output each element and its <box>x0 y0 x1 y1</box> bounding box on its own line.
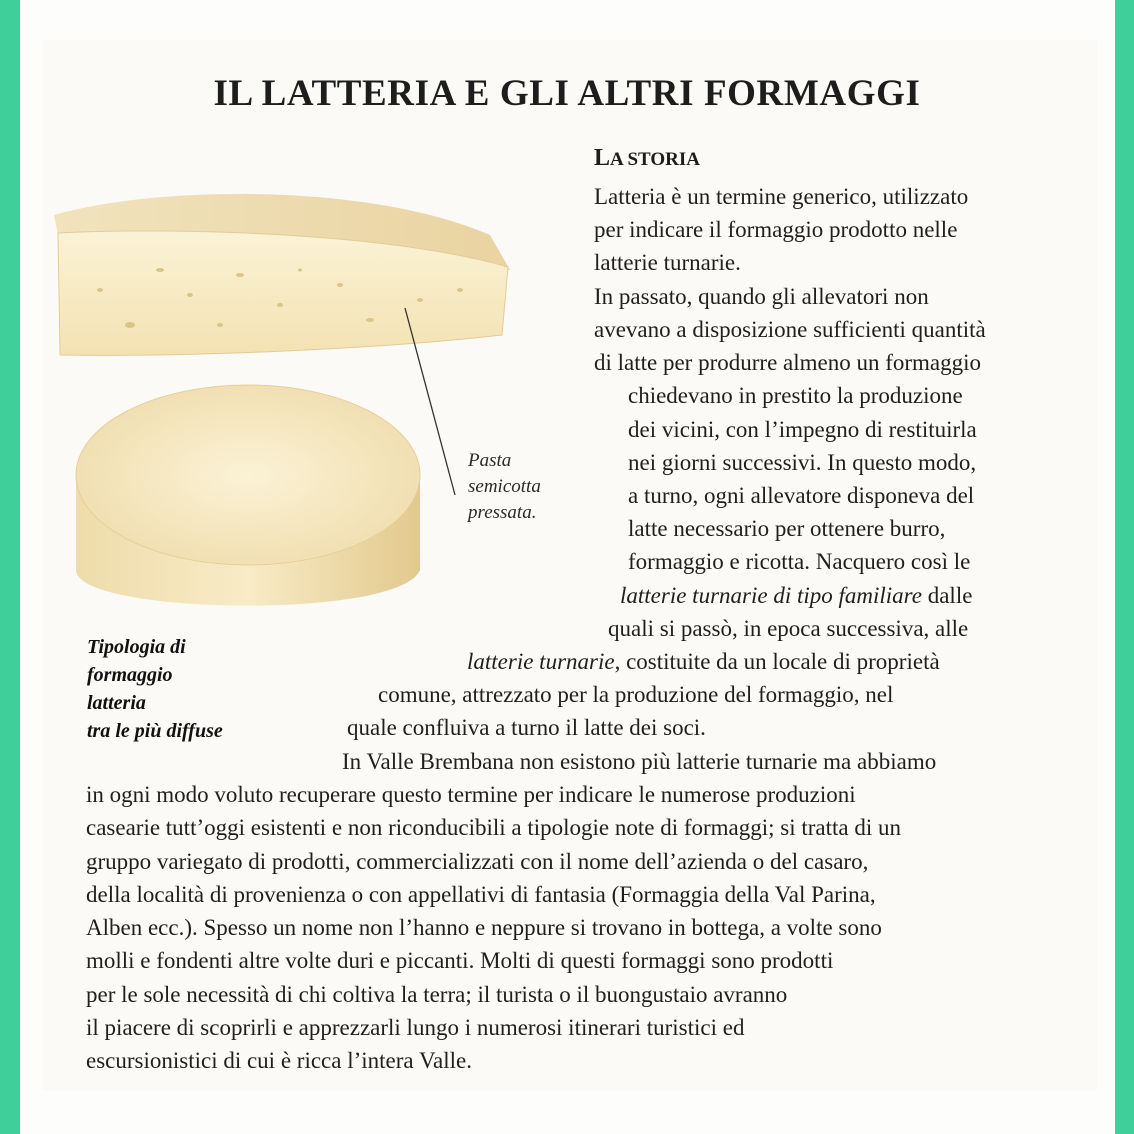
body-line: Alben ecc.). Spesso un nome non l’hanno e neppure si trovano in bottega, a volte sono <box>86 915 882 940</box>
body-emphasis: latterie turnarie di tipo familiare <box>620 583 922 608</box>
body-emphasis: latterie turnarie <box>467 649 615 674</box>
type-caption <box>87 633 223 745</box>
body-line: comune, attrezzato per la produzione del formaggio, nel <box>378 682 894 707</box>
body-line: Latteria è un termine generico, utilizzato <box>594 184 969 209</box>
caption-line: formaggio <box>87 664 173 686</box>
body-line: nei giorni successivi. In questo modo, <box>628 450 977 475</box>
cheese-wheel <box>76 385 420 565</box>
page-title: IL LATTERIA E GLI ALTRI FORMAGGI <box>213 73 921 114</box>
body-line <box>467 647 940 677</box>
caption-line: semicotta <box>468 476 541 497</box>
caption-line: latteria <box>87 692 146 714</box>
body-line: casearie tutt’oggi esistenti e non riconducibili a tipologie note di formaggi; si tratta di un <box>86 815 902 840</box>
body-line: per le sole necessità di chi coltiva la terra; il turista o il buongustaio avranno <box>86 982 788 1007</box>
paste-caption <box>468 448 541 526</box>
body-line: in ogni modo voluto recuperare questo termine per indicare le numerose produzioni <box>86 782 856 807</box>
body-line: latte necessario per ottenere burro, <box>628 516 946 541</box>
body-line: di latte per produrre almeno un formaggio <box>594 350 982 375</box>
body-line: latterie turnarie. <box>594 250 741 275</box>
body-line <box>620 581 972 611</box>
body-line: gruppo variegato di prodotti, commercializzati con il nome dell’azienda o del casaro, <box>86 849 869 874</box>
cheese-illustration <box>40 175 560 635</box>
caption-line: Pasta <box>468 450 512 471</box>
body-line: quale confluiva a turno il latte dei soci. <box>347 715 706 740</box>
body-line: formaggio e ricotta. Nacquero così le <box>628 549 971 574</box>
caption-line: tra le più diffuse <box>87 720 223 742</box>
caption-line: pressata. <box>468 502 537 523</box>
body-line: a turno, ogni allevatore disponeva del <box>628 483 975 508</box>
body-text: , costituite da un locale di proprietà <box>614 649 940 674</box>
body-line: escursionistici di cui è ricca l’intera Valle. <box>86 1048 472 1073</box>
body-line: dei vicini, con l’impegno di restituirla <box>628 417 977 442</box>
body-text: dalle <box>921 583 973 608</box>
body-line: della località di provenienza o con appellativi di fantasia (Formaggia della Val Parina, <box>86 882 876 907</box>
caption-line: Tipologia di <box>87 636 186 658</box>
body-line: chiedevano in prestito la produzione <box>628 383 963 408</box>
body-line: per indicare il formaggio prodotto nelle <box>594 217 958 242</box>
section-heading-initial: L <box>594 145 611 171</box>
body-line: In Valle Brembana non esistono più latterie turnarie ma abbiamo <box>342 749 937 774</box>
section-heading <box>594 145 700 172</box>
body-line: molli e fondenti altre volte duri e piccanti. Molti di questi formaggi sono prodotti <box>86 948 834 973</box>
section-heading-rest: A STORIA <box>610 149 700 170</box>
body-line: il piacere di scoprirli e apprezzarli lungo i numerosi itinerari turistici ed <box>86 1015 745 1040</box>
body-line: avevano a disposizione sufficienti quantità <box>594 317 986 342</box>
body-line: quali si passò, in epoca successiva, alle <box>608 616 969 641</box>
body-line: In passato, quando gli allevatori non <box>594 284 929 309</box>
